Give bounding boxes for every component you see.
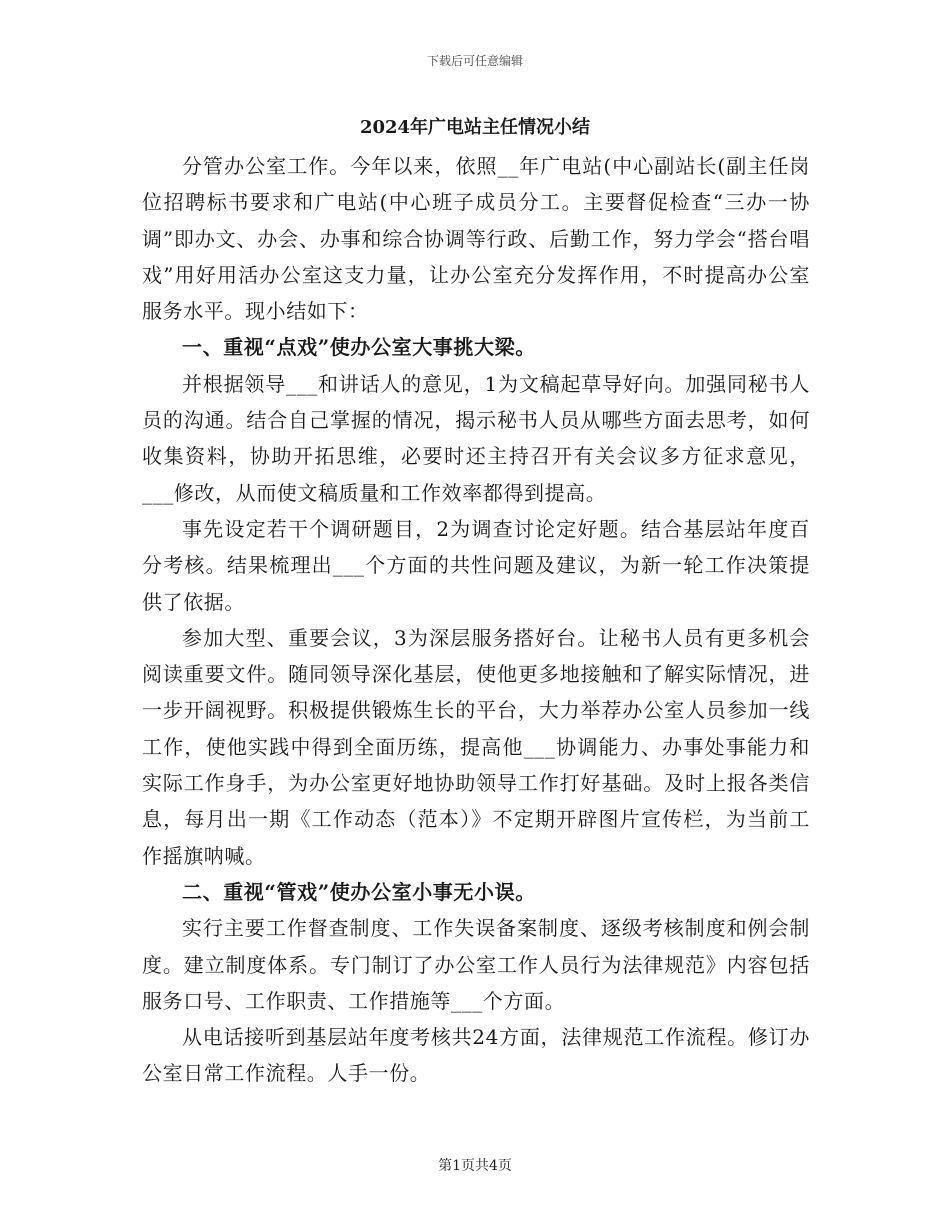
page-header-note: 下载后可任意编辑 bbox=[426, 54, 523, 68]
paragraph-service: 参加大型、重要会议，3为深层服务搭好台。让秘书人员有更多机会阅读重要文件。随同领导深化基层，使他更多地接触和了解实际情况，进一步开阔视野。积极提供锻炼生长的平台，大力举荐办公室人员参加一线工作，使他实践中得到全面历练，提高他___协调能力、办事处事能力和实际工作身手，为办公室更好地协助领导工作打好基础。及时上报各类信息，每月出一期《工作动态（范本）》不定期开辟图片宣传栏，为当前工作摇旗呐喊。 bbox=[142, 625, 810, 868]
section-heading-2: 二、重视“管戏”使办公室小事无小误。 bbox=[182, 879, 536, 904]
page-number: 第1页共4页 bbox=[438, 1158, 512, 1174]
paragraph-workflow: 从电话接听到基层站年度考核共24方面，法律规范工作流程。修订办公室日常工作流程。人手一份。 bbox=[142, 1025, 810, 1086]
paragraph-intro: 分管办公室工作。今年以来，依照__年广电站(中心副站长(副主任岗位招聘标书要求和广电站(中心班子成员分工。主要督促检查“三办一协调”即办文、办会、办事和综合协调等行政、后勤工作，努力学会“搭台唱戏”用好用活办公室这支力量，让办公室充分发挥作用，不时提高办公室服务水平。现小结如下： bbox=[142, 154, 810, 324]
paragraph-research: 事先设定若干个调研题目，2为调查讨论定好题。结合基层站年度百分考核。结果梳理出___个方面的共性问题及建议，为新一轮工作决策提供了依据。 bbox=[142, 516, 810, 614]
paragraph-drafting: 并根据领导___和讲话人的意见，1为文稿起草导好向。加强同秘书人员的沟通。结合自己掌握的情况，揭示秘书人员从哪些方面去思考，如何收集资料，协助开拓思维，必要时还主持召开有关会议多方征求意见，___修改，从而使文稿质量和工作效率都得到提高。 bbox=[142, 371, 810, 505]
section-heading-1: 一、重视“点戏”使办公室大事挑大梁。 bbox=[182, 335, 536, 360]
paragraph-systems: 实行主要工作督查制度、工作失误备案制度、逐级考核制度和例会制度。建立制度体系。专门制订了办公室工作人员行为法律规范》内容包括服务口号、工作职责、工作措施等___个方面。 bbox=[142, 916, 810, 1013]
document-title: 2024年广电站主任情况小结 bbox=[359, 117, 591, 138]
document-body bbox=[142, 148, 810, 1092]
